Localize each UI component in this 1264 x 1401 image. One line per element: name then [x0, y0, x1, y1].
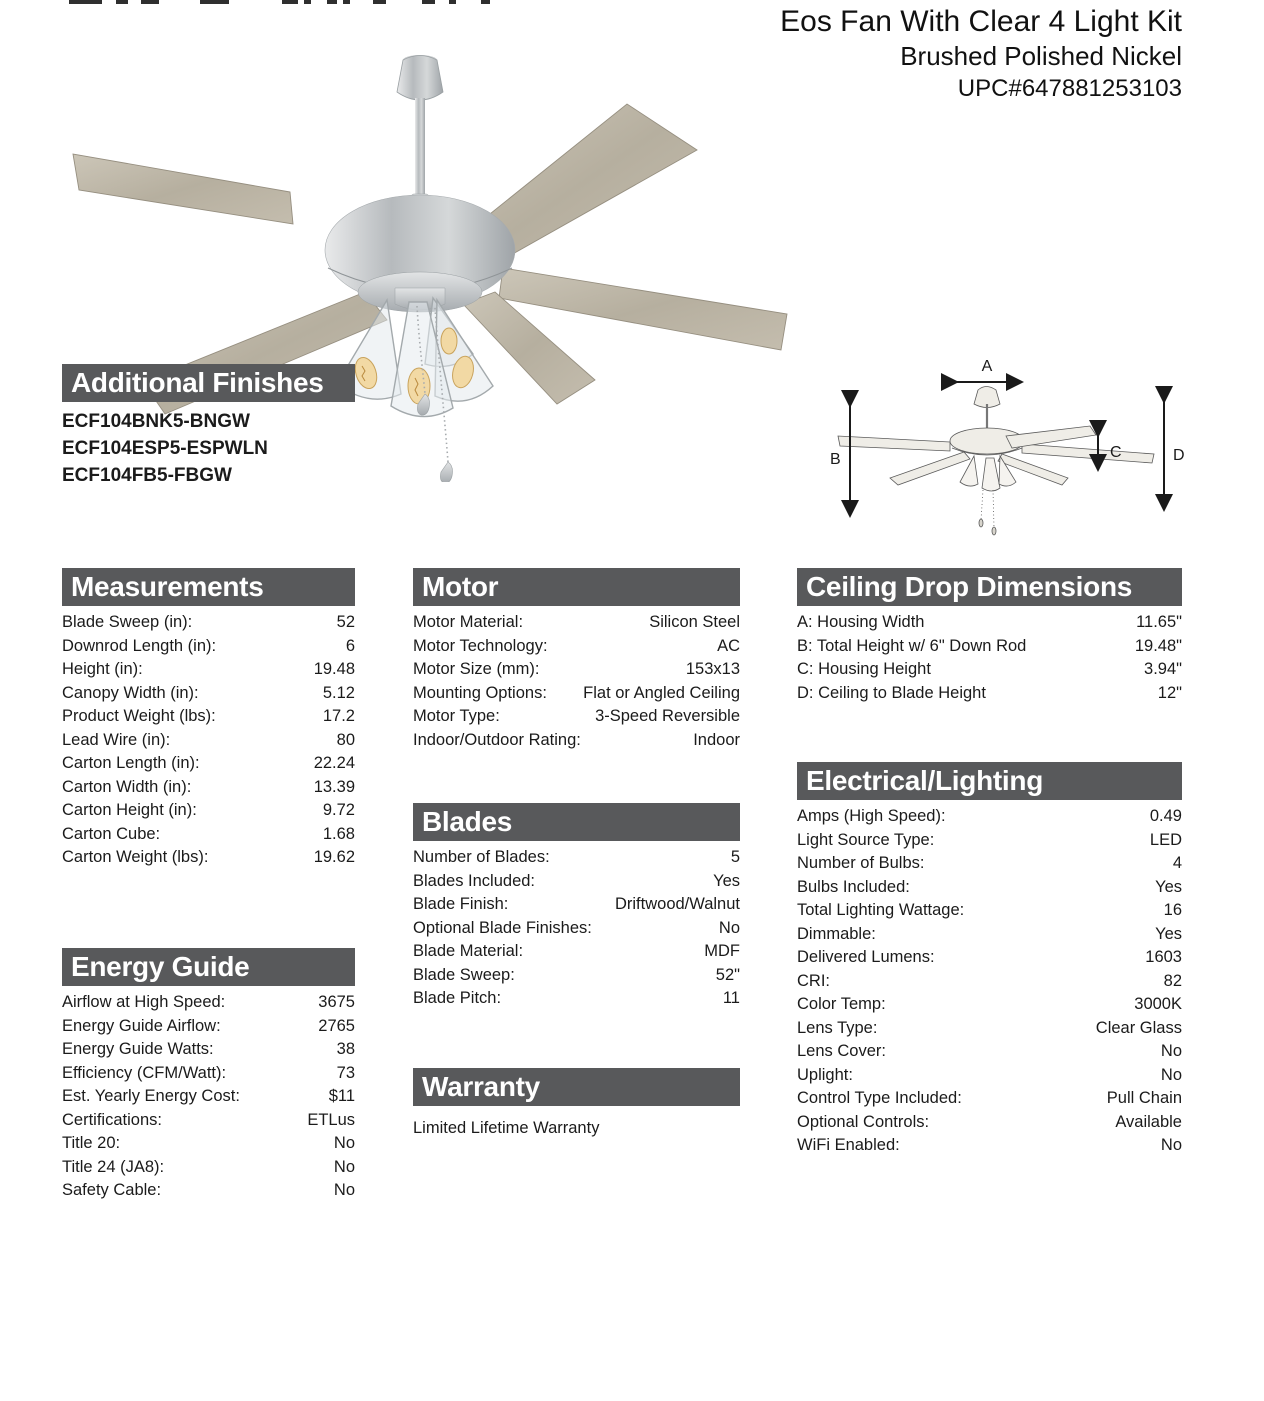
spec-value: Yes	[1155, 877, 1182, 896]
spec-value: 9.72	[322, 801, 355, 819]
spec-value: Flat or Angled Ceiling	[583, 683, 740, 702]
spec-value: 1.68	[322, 824, 355, 843]
spec-value: No	[1160, 1042, 1182, 1060]
spec-value: $11	[328, 1087, 355, 1105]
spec-row	[62, 1015, 355, 1039]
spec-label: Blade Finish:	[413, 895, 509, 913]
spec-value: No	[1160, 1136, 1182, 1154]
finish-model-code: ECF104FB5-FBGW	[62, 465, 232, 486]
motor-section	[413, 568, 740, 752]
spec-row	[797, 1134, 1182, 1158]
spec-value: MDF	[704, 942, 740, 960]
spec-value: 153x13	[685, 660, 740, 678]
spec-value: 13.39	[313, 777, 355, 796]
spec-row	[62, 1179, 355, 1203]
spec-value: 3675	[318, 993, 355, 1011]
spec-label: Motor Type:	[413, 707, 500, 725]
spec-row	[62, 1132, 355, 1156]
spec-row	[413, 846, 740, 870]
cropped-text-fragment	[304, 0, 311, 4]
energy-guide-header: Energy Guide	[62, 948, 355, 986]
spec-label: Mounting Options:	[413, 683, 547, 702]
spec-label: Optional Blade Finishes:	[413, 918, 592, 937]
spec-value: 38	[336, 1040, 355, 1058]
spec-value: 19.48	[313, 660, 355, 678]
spec-value: Silicon Steel	[649, 613, 740, 631]
cropped-text-fragment	[343, 0, 350, 4]
spec-row	[797, 805, 1182, 829]
cropped-text-fragment	[422, 0, 435, 4]
spec-label: Carton Width (in):	[62, 777, 192, 796]
spec-value: 11	[722, 989, 740, 1007]
spec-label: Height (in):	[62, 660, 143, 678]
spec-row	[797, 899, 1182, 923]
spec-row	[797, 1111, 1182, 1135]
spec-row	[797, 658, 1182, 682]
spec-row	[797, 852, 1182, 876]
dim-label-b: B	[830, 451, 841, 468]
spec-label: C: Housing Height	[797, 660, 931, 678]
spec-row	[62, 705, 355, 729]
spec-row	[797, 970, 1182, 994]
spec-row	[62, 1038, 355, 1062]
spec-label: Product Weight (lbs):	[62, 707, 216, 725]
spec-label: Light Source Type:	[797, 830, 935, 849]
spec-row	[62, 635, 355, 659]
spec-row	[62, 611, 355, 635]
spec-label: Est. Yearly Energy Cost:	[62, 1087, 240, 1105]
cropped-text-fragment	[69, 0, 102, 4]
spec-label: WiFi Enabled:	[797, 1136, 900, 1154]
spec-label: Carton Length (in):	[62, 754, 200, 772]
measurements-section	[62, 568, 355, 870]
spec-row	[413, 940, 740, 964]
spec-value: 17.2	[322, 707, 355, 725]
spec-value: Clear Glass	[1095, 1018, 1182, 1037]
energy-guide-section	[62, 948, 355, 1203]
spec-label: Amps (High Speed):	[797, 807, 946, 825]
motor-header: Motor	[413, 568, 740, 606]
spec-row	[62, 1156, 355, 1180]
spec-label: Title 20:	[62, 1134, 121, 1152]
spec-label: D: Ceiling to Blade Height	[797, 683, 986, 702]
spec-value: 80	[336, 730, 355, 749]
finish-model-code: ECF104ESP5-ESPWLN	[62, 438, 268, 459]
pull-chain-fob	[440, 462, 452, 482]
spec-value: Yes	[1155, 924, 1182, 943]
spec-row	[797, 635, 1182, 659]
warranty-section	[413, 1068, 740, 1139]
dim-arrow-b-icon	[830, 404, 850, 514]
spec-row	[413, 917, 740, 941]
spec-value: 12"	[1157, 683, 1182, 702]
spec-value: Available	[1115, 1112, 1182, 1131]
spec-row	[62, 823, 355, 847]
spec-label: Bulbs Included:	[797, 877, 910, 896]
spec-row	[413, 682, 740, 706]
spec-label: Indoor/Outdoor Rating:	[413, 730, 581, 749]
cropped-text-fragment	[282, 0, 298, 4]
product-finish: Brushed Polished Nickel	[900, 41, 1182, 71]
spec-label: B: Total Height w/ 6" Down Rod	[797, 636, 1027, 655]
spec-label: Uplight:	[797, 1065, 853, 1084]
spec-row	[797, 923, 1182, 947]
dim-label-a: A	[981, 358, 993, 375]
spec-label: Color Temp:	[797, 995, 886, 1013]
spec-value: ETLus	[307, 1110, 355, 1129]
spec-row	[797, 1017, 1182, 1041]
spec-row	[62, 1085, 355, 1109]
spec-value: 11.65"	[1136, 613, 1182, 631]
spec-label: Carton Height (in):	[62, 801, 197, 819]
spec-value: LED	[1149, 830, 1182, 849]
spec-label: Carton Cube:	[62, 824, 161, 843]
spec-row	[413, 611, 740, 635]
spec-value: No	[333, 1157, 355, 1176]
measurements-header: Measurements	[62, 568, 355, 606]
spec-row	[797, 876, 1182, 900]
spec-value: 1603	[1145, 948, 1182, 966]
spec-row	[62, 682, 355, 706]
electrical-lighting-section	[797, 762, 1182, 1158]
spec-row	[62, 846, 355, 870]
cropped-text-fragment	[373, 0, 386, 4]
spec-value: 3000K	[1134, 995, 1182, 1013]
spec-label: Blades Included:	[413, 871, 536, 890]
spec-row	[797, 1064, 1182, 1088]
spec-label: Control Type Included:	[797, 1089, 962, 1107]
spec-label: Downrod Length (in):	[62, 636, 217, 655]
spec-row	[413, 729, 740, 753]
spec-row	[797, 1040, 1182, 1064]
warranty-header: Warranty	[413, 1068, 740, 1106]
dim-label-c: C	[1110, 444, 1122, 461]
spec-row	[797, 993, 1182, 1017]
spec-row	[413, 893, 740, 917]
spec-value: 22.24	[313, 754, 355, 772]
spec-label: Number of Blades:	[413, 848, 550, 866]
spec-value: 2765	[318, 1016, 355, 1035]
spec-label: Carton Weight (lbs):	[62, 848, 209, 866]
ceiling-drop-header: Ceiling Drop Dimensions	[797, 568, 1182, 606]
cropped-text-fragment	[141, 0, 159, 4]
spec-label: Airflow at High Speed:	[62, 993, 226, 1011]
motor-rows	[413, 611, 740, 752]
ceiling-drop-section	[797, 568, 1182, 705]
finish-model-code: ECF104BNK5-BNGW	[62, 411, 250, 432]
additional-finishes-header: Additional Finishes	[62, 364, 355, 402]
cropped-text-fragment	[327, 0, 337, 4]
spec-value: No	[333, 1134, 355, 1152]
spec-value: 6	[345, 636, 355, 655]
spec-value: 16	[1163, 901, 1182, 919]
blades-header: Blades	[413, 803, 740, 841]
spec-value: 19.48"	[1134, 636, 1182, 655]
spec-row	[62, 658, 355, 682]
spec-row	[413, 658, 740, 682]
spec-row	[413, 705, 740, 729]
product-upc: UPC#647881253103	[957, 75, 1182, 102]
spec-label: Lead Wire (in):	[62, 730, 171, 749]
spec-label: Blade Pitch:	[413, 989, 502, 1007]
spec-row	[62, 1109, 355, 1133]
spec-value: 52	[336, 613, 355, 631]
spec-label: A: Housing Width	[797, 613, 925, 631]
electrical-lighting-rows	[797, 805, 1182, 1158]
warranty-text: Limited Lifetime Warranty	[413, 1119, 600, 1137]
spec-label: Lens Cover:	[797, 1042, 886, 1060]
spec-value: 5.12	[322, 683, 355, 702]
fan-motor-housing	[325, 195, 515, 312]
spec-value: 0.49	[1149, 807, 1182, 825]
spec-label: Blade Sweep (in):	[62, 613, 193, 631]
spec-row	[413, 635, 740, 659]
spec-label: Optional Controls:	[797, 1112, 930, 1131]
fan-canopy	[397, 55, 443, 204]
spec-label: Motor Material:	[413, 613, 524, 631]
spec-value: 52"	[715, 965, 740, 984]
spec-label: Total Lighting Wattage:	[797, 901, 965, 919]
spec-value: 4	[1172, 854, 1182, 872]
spec-value: 3.94"	[1144, 660, 1182, 678]
spec-label: Lens Type:	[797, 1018, 878, 1037]
spec-row	[62, 752, 355, 776]
spec-row	[62, 1062, 355, 1086]
dim-arrow-a-icon	[955, 358, 1020, 382]
additional-finishes-list	[62, 408, 355, 489]
product-title: Eos Fan With Clear 4 Light Kit	[780, 5, 1182, 38]
cropped-text-fragment	[449, 0, 456, 4]
spec-label: Blade Sweep:	[413, 965, 515, 984]
spec-label: Motor Technology:	[413, 636, 548, 655]
spec-label: Safety Cable:	[62, 1181, 162, 1199]
spec-value: 73	[336, 1063, 355, 1082]
spec-row	[62, 799, 355, 823]
ceiling-drop-diagram	[822, 356, 1187, 566]
spec-row	[797, 1087, 1182, 1111]
spec-value: 5	[730, 848, 740, 866]
spec-row	[62, 991, 355, 1015]
spec-label: Blade Material:	[413, 942, 524, 960]
blades-section	[413, 803, 740, 1011]
dim-arrow-d-icon	[1164, 400, 1185, 508]
ceiling-drop-rows	[797, 611, 1182, 705]
spec-label: Energy Guide Watts:	[62, 1040, 214, 1058]
spec-row	[797, 946, 1182, 970]
electrical-lighting-header: Electrical/Lighting	[797, 762, 1182, 800]
spec-row	[62, 729, 355, 753]
spec-value: AC	[717, 636, 740, 655]
spec-label: Number of Bulbs:	[797, 854, 925, 872]
energy-guide-rows	[62, 991, 355, 1203]
spec-value: Driftwood/Walnut	[614, 895, 740, 913]
spec-label: CRI:	[797, 971, 830, 990]
spec-value: Pull Chain	[1106, 1089, 1182, 1107]
spec-label: Delivered Lumens:	[797, 948, 935, 966]
spec-value: Indoor	[693, 730, 740, 749]
spec-row	[413, 964, 740, 988]
spec-value: No	[1160, 1065, 1182, 1084]
cropped-text-fragment	[116, 0, 128, 4]
spec-label: Certifications:	[62, 1110, 162, 1129]
dim-label-d: D	[1173, 447, 1185, 464]
spec-value: No	[333, 1181, 355, 1199]
blades-rows	[413, 846, 740, 1011]
spec-label: Title 24 (JA8):	[62, 1157, 165, 1176]
spec-label: Energy Guide Airflow:	[62, 1016, 221, 1035]
spec-row	[797, 682, 1182, 706]
product-title-block	[780, 4, 1182, 104]
spec-row	[413, 870, 740, 894]
fan-sketch	[838, 387, 1154, 536]
spec-label: Motor Size (mm):	[413, 660, 540, 678]
spec-row	[797, 829, 1182, 853]
measurements-rows	[62, 611, 355, 870]
spec-value: 3-Speed Reversible	[595, 707, 740, 725]
cropped-text-fragment	[200, 0, 229, 4]
cropped-text-fragment	[481, 0, 490, 4]
spec-value: 19.62	[313, 848, 355, 866]
additional-finishes-section	[62, 364, 355, 489]
spec-label: Dimmable:	[797, 924, 876, 943]
spec-value: 82	[1163, 971, 1182, 990]
spec-value: No	[718, 918, 740, 937]
spec-row	[797, 611, 1182, 635]
spec-row	[413, 987, 740, 1011]
spec-value: Yes	[713, 871, 740, 890]
spec-label: Canopy Width (in):	[62, 683, 199, 702]
spec-row	[62, 776, 355, 800]
spec-label: Efficiency (CFM/Watt):	[62, 1063, 227, 1082]
